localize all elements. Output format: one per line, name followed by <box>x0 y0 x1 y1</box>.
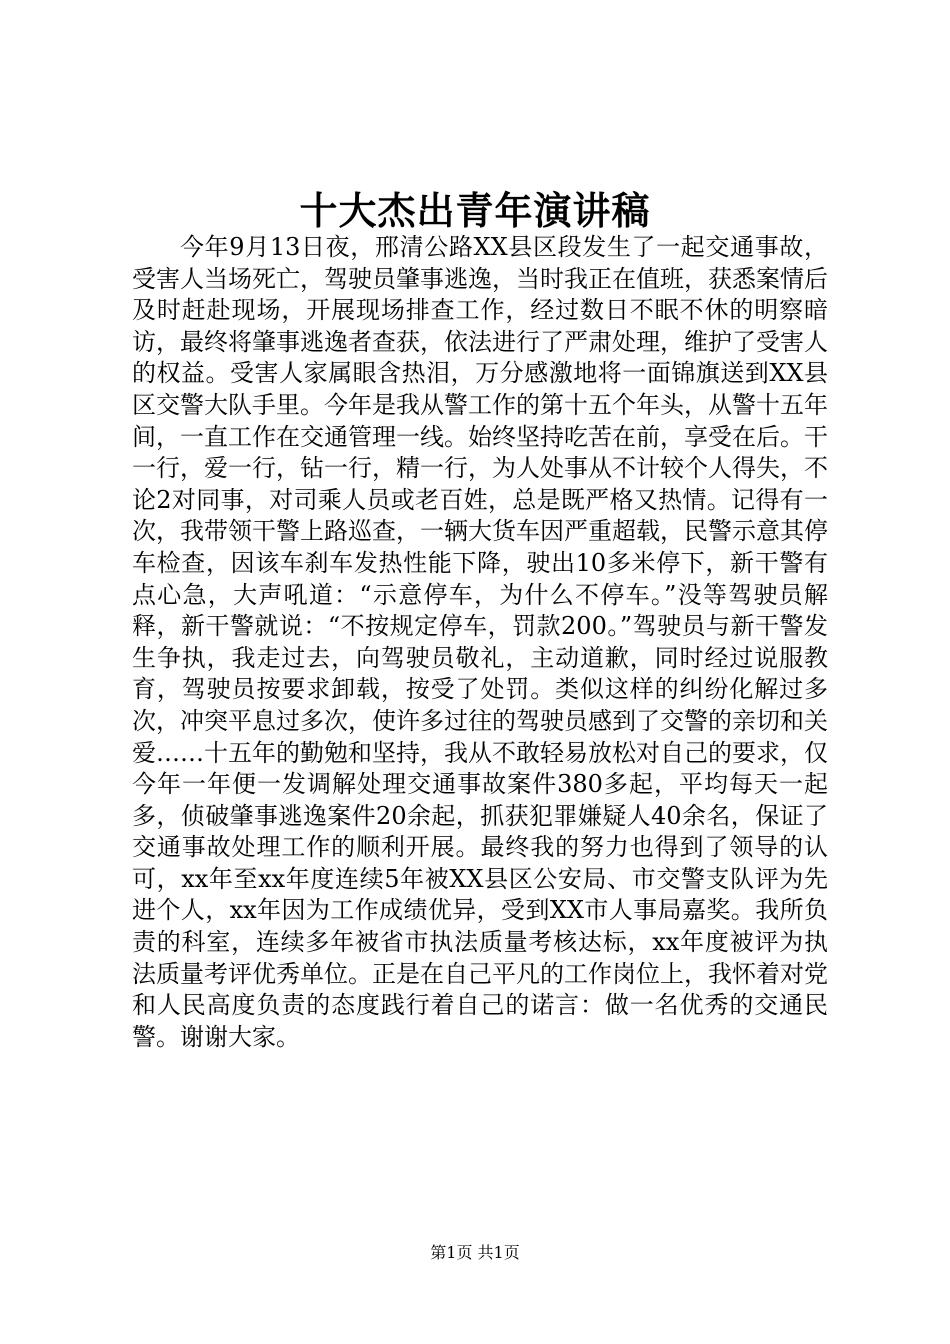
page-number-footer: 第1页 共1页 <box>430 1243 520 1262</box>
document-title: 十大杰出青年演讲稿 <box>299 188 651 233</box>
body-paragraph: 今年9月13日夜，邢清公路XX县区段发生了一起交通事故，受害人当场死亡，驾驶员肇事逃逸，当时我正在值班，获悉案情后及时赶赴现场，开展现场排查工作，经过数日不眠不休的明察暗访，最终将肇事逃逸者查获，依法进行了严肃处理，维护了受害人的权益。受害人家属眼含热泪，万分感激地将一面锦旗送到XX县区交警大队手里。今年是我从警工作的第十五个年头，从警十五年间，一直工作在交通管理一线。始终坚持吃苦在前，享受在后。干一行，爱一行，钻一行，精一行，为人处事从不计较个人得失，不论2对同事，对司乘人员或老百姓，总是既严格又热情。记得有一次，我带领干警上路巡查，一辆大货车因严重超载，民警示意其停车检查，因该车刹车发热性能下降，驶出10多米停下，新干警有点心急，大声吼道：“示意停车，为什么不停车。”没等驾驶员解释，新干警就说：“不按规定停车，罚款200。”驾驶员与新干警发生争执，我走过去，向驾驶员敬礼，主动道歉，同时经过说服教育，驾驶员按要求卸载，按受了处罚。类似这样的纠纷化解过多次，冲突平息过多次，使许多过往的驾驶员感到了交警的亲切和关爱……十五年的勤勉和坚持，我从不敢轻易放松对自己的要求，仅今年一年便一发调解处理交通事故案件380多起，平均每天一起多，侦破肇事逃逸案件20余起，抓获犯罪嫌疑人40余名，保证了交通事故处理工作的顺利开展。最终我的努力也得到了领导的认可，xx年至xx年度连续5年被XX县区公安局、市交警支队评为先进个人，xx年因为工作成绩优异，受到XX市人事局嘉奖。我所负责的科室，连续多年被省市执法质量考核达标，xx年度被评为执法质量考评优秀单位。正是在自己平凡的工作岗位上，我怀着对党和人民高度负责的态度践行着自己的诺言：做一名优秀的交通民警。谢谢大家。 <box>132 233 828 1051</box>
